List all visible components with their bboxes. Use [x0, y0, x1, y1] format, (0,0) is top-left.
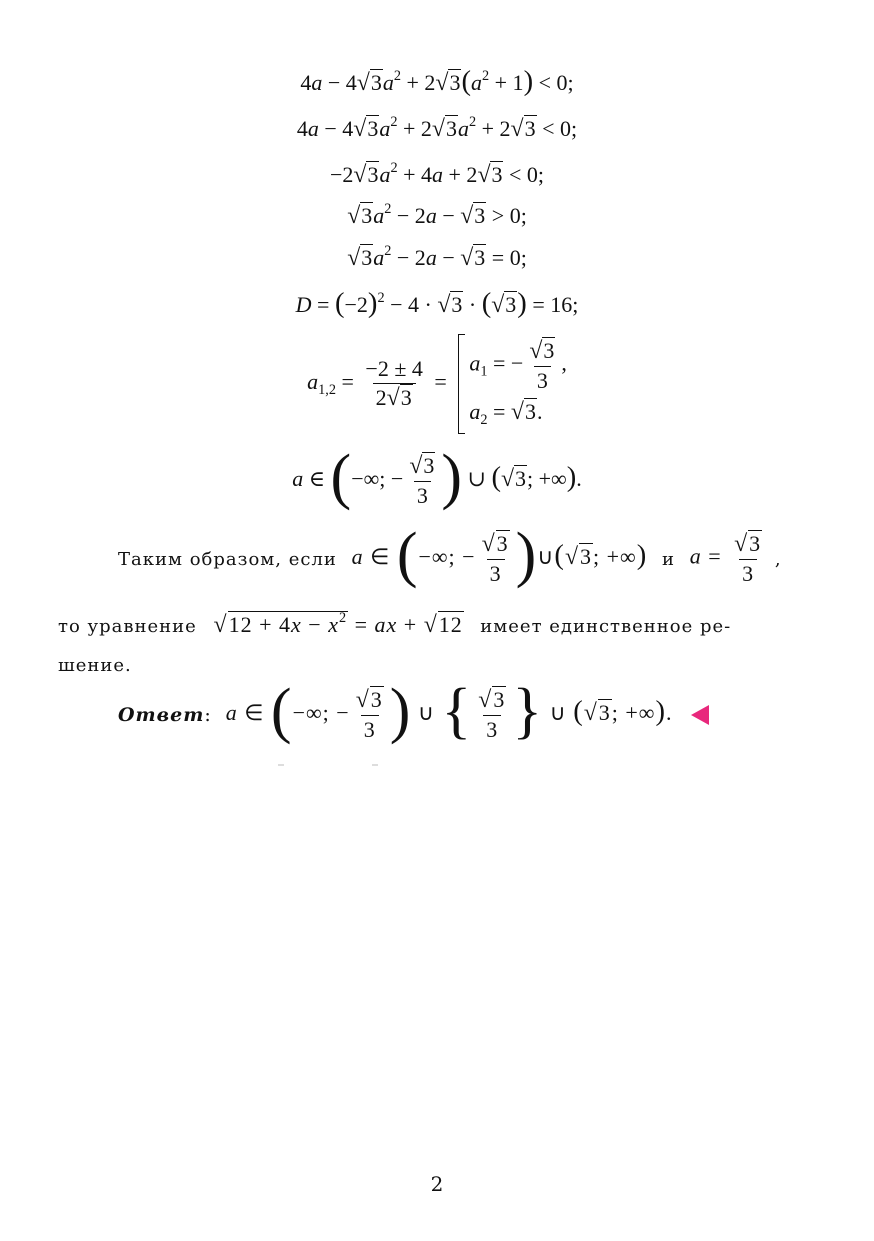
thus-paragraph — [118, 521, 782, 590]
solution-word: шение. — [58, 655, 132, 676]
equation-paragraph — [58, 610, 731, 639]
roots-line: $a_{1,2}$ = $\frac{-2 \pm 4}{2√3}$ = $a_1$ = − $\frac{√3}{3}$ , $a_2 = √3$. — [0, 334, 874, 434]
unique-solution-text: имеет единственное ре- — [480, 616, 732, 637]
equation-line-4: $√3a^2 - 2a - √3 > 0$; — [347, 201, 527, 229]
answer-line: Ответ : a ∈ (−∞; − $\frac{√3}{3}$ ) ∪ { $\frac{√3}{3}$ } ∪ (√3; +∞). — [118, 684, 709, 746]
solution-word-line — [58, 655, 132, 676]
scan-artifact — [372, 764, 378, 766]
equation-line-3: $-2√3a^2 + 4a + 2√3 < 0$; — [329, 160, 545, 188]
thus-interval: a ∈ (−∞; − $\frac{√3}{3}$ )∪(√3; +∞) — [351, 521, 648, 589]
and-word: и — [661, 548, 675, 570]
scan-artifact — [278, 764, 284, 766]
system-bracket — [458, 334, 465, 434]
roots-system: $a_1$ = − $\frac{√3}{3}$ , $a_2 = √3$. — [469, 338, 567, 428]
irrational-equation: $√12 + 4x - x^2$ = ax + √12 — [213, 610, 463, 638]
thus-value: a = $\frac{√3}{3}$ — [689, 531, 762, 587]
thus-prefix: Таким образом, если — [118, 548, 337, 570]
comma: , — [774, 548, 782, 570]
discriminant-line: $D = (-2)^2 - 4 \cdot √3 \cdot (√3) = 16$; — [295, 288, 579, 319]
answer-set: a ∈ (−∞; − $\frac{√3}{3}$ ) ∪ { $\frac{√3}{3}$ } ∪ (√3; +∞). — [225, 677, 673, 745]
end-of-solution-triangle-icon — [691, 705, 709, 725]
page-number: 2 — [430, 1172, 444, 1196]
equation-line-2: $4a - 4√3a^2 + 2√3a^2 + 2√3 < 0$; — [296, 114, 578, 142]
answer-label: Ответ — [118, 704, 205, 726]
equation-line-1: $4a - 4√3a^2 + 2√3(a^2 + 1) < 0$; — [300, 66, 574, 97]
equation-line-5: $√3a^2 - 2a - √3 = 0$; — [347, 243, 527, 271]
interval-line: a ∈ (−∞; − $\frac{√3}{3}$ ) ∪ (√3; +∞). — [292, 443, 582, 511]
then-prefix: то уравнение — [58, 616, 197, 637]
roots-fraction: $\frac{-2 \pm 4}{2√3}$ — [365, 356, 423, 411]
